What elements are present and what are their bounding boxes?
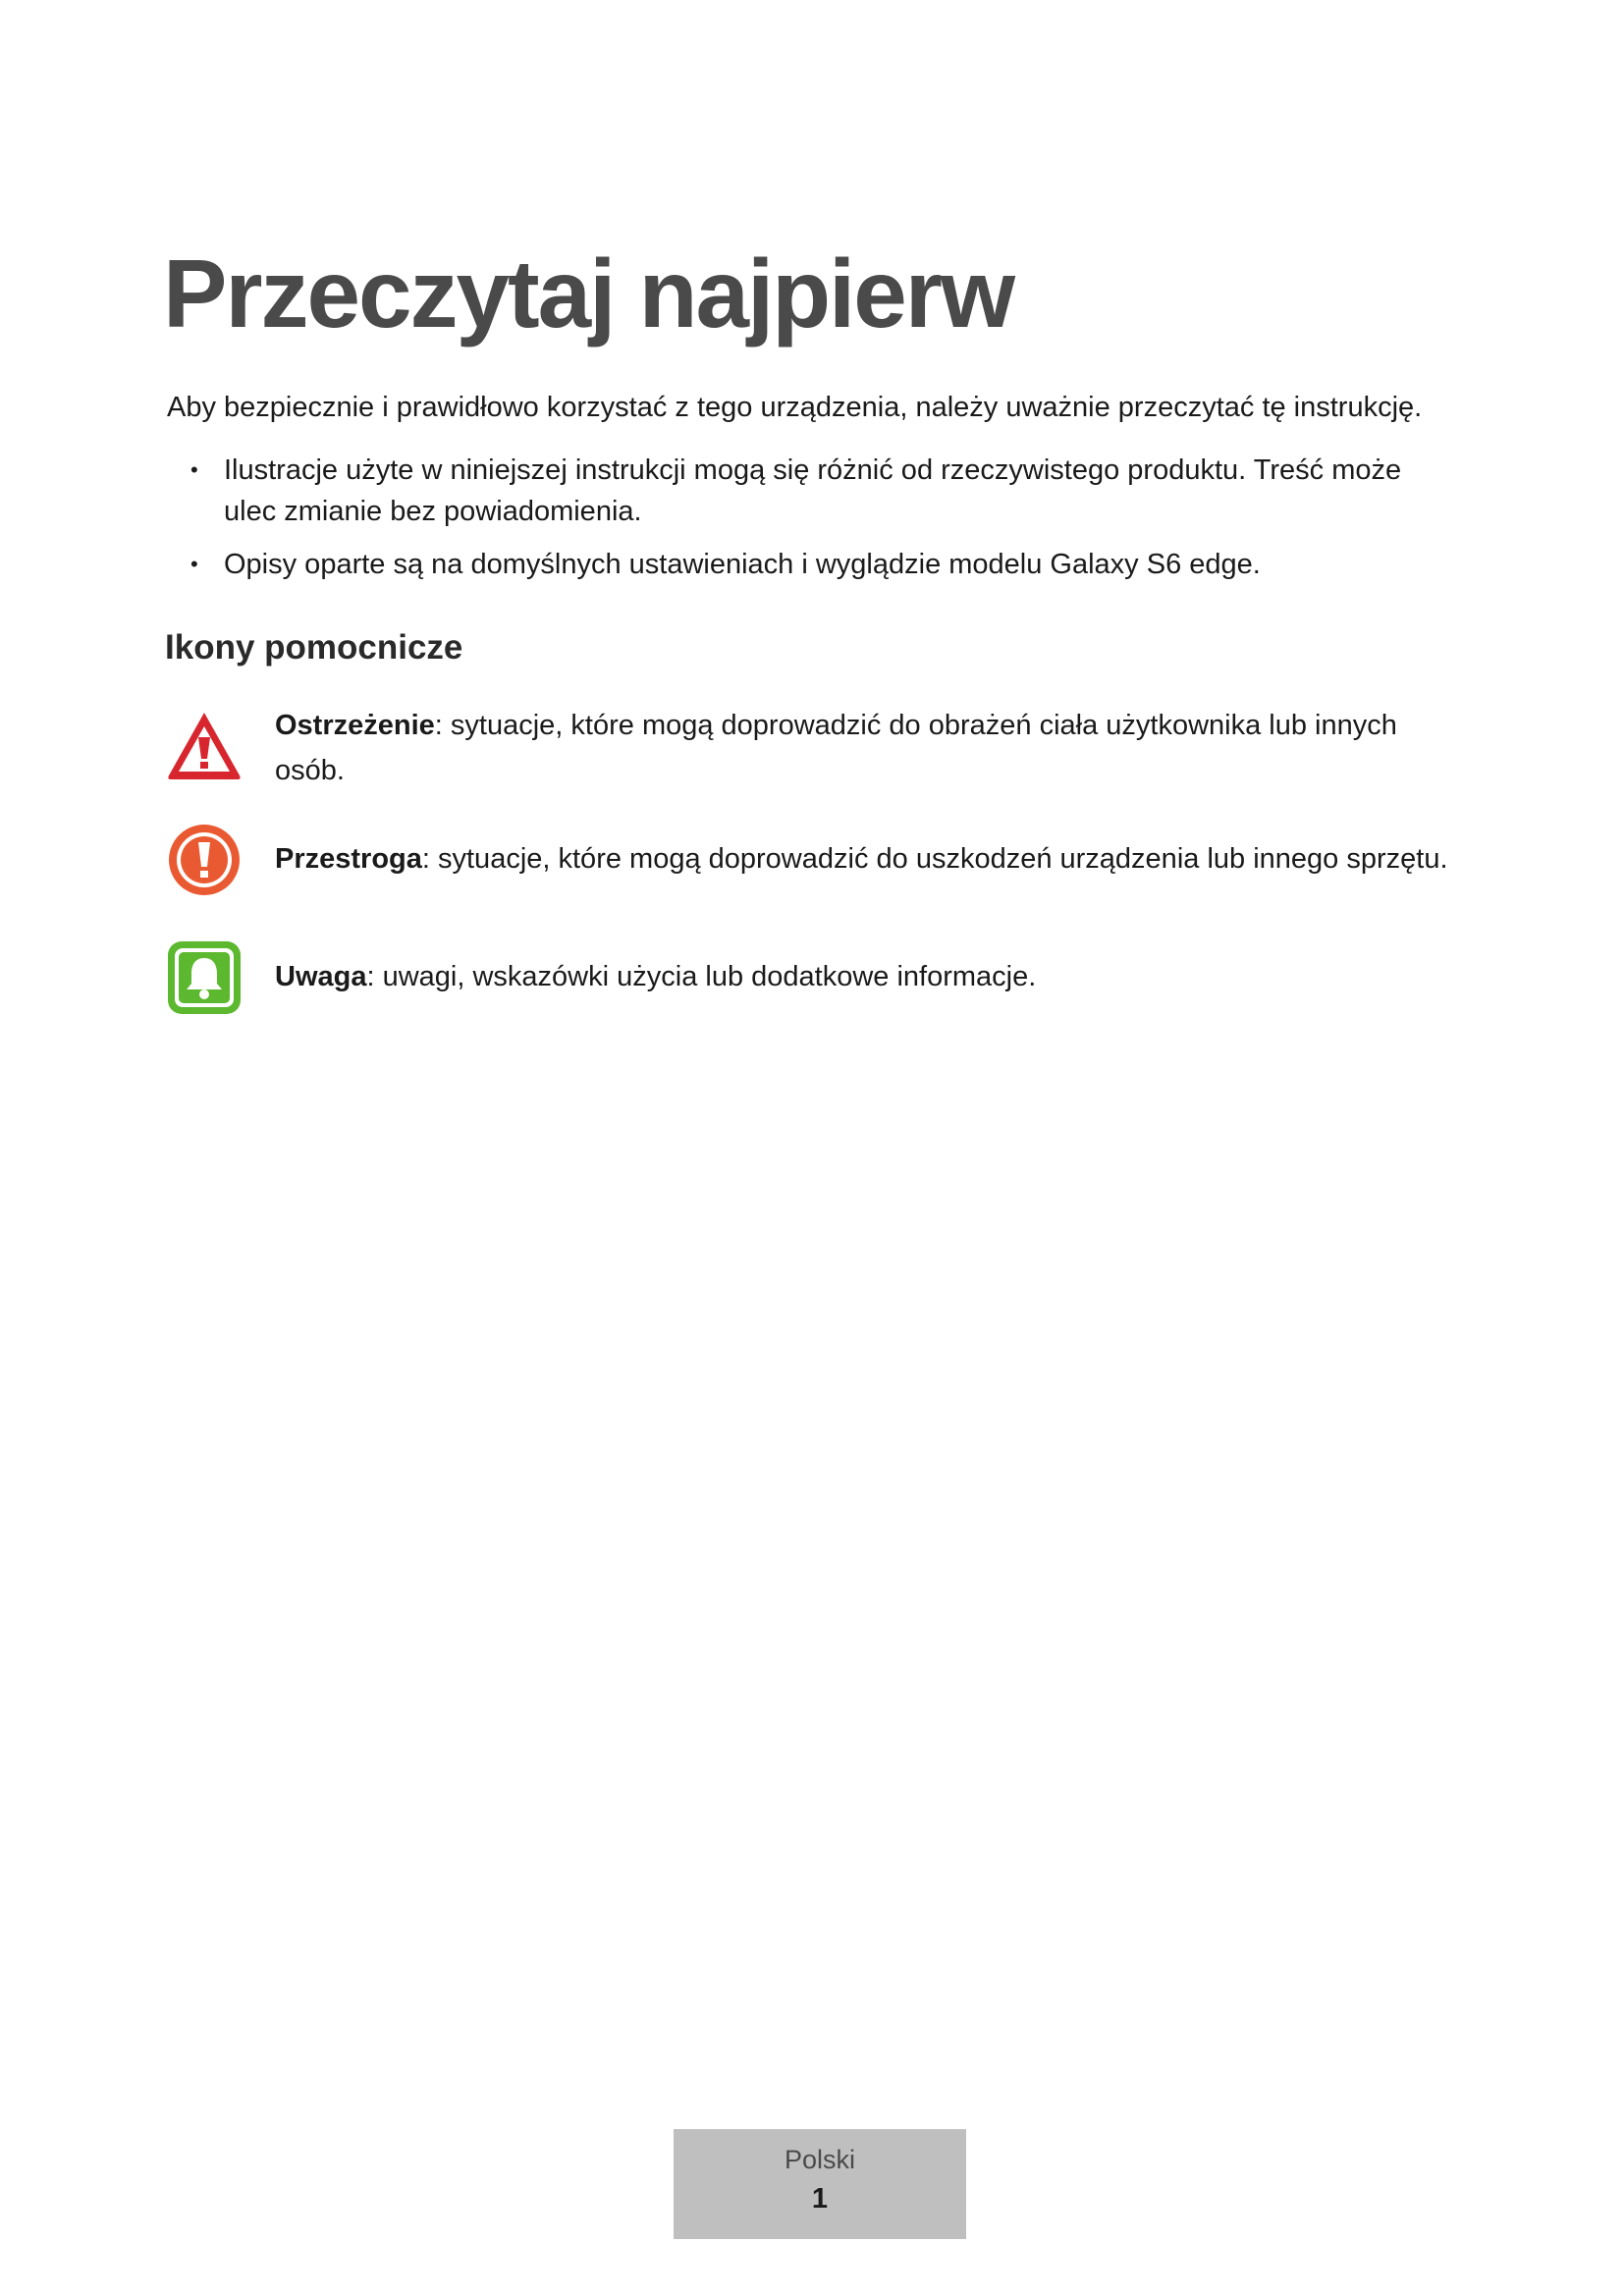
caution-text: : sytuacje, które mogą doprowadzić do uszkodzeń urządzenia lub innego sprzętu. xyxy=(421,843,1448,875)
list-item-text: Ilustracje użyte w niniejszej instrukcji mogą się różnić od rzeczywistego produktu. Treść może ulec zmianie bez powiadomienia. xyxy=(224,454,1402,527)
footer-language: Polski xyxy=(784,2145,856,2174)
list-item xyxy=(167,544,1432,585)
bullet-dot: • xyxy=(190,552,198,576)
intro-paragraph: Aby bezpiecznie i prawidłowo korzystać z tego urządzenia, należy uważnie przeczytać tę instrukcję. xyxy=(167,392,1423,423)
note-term: Uwaga xyxy=(275,961,367,992)
warning-description xyxy=(275,703,1473,793)
list-item xyxy=(167,450,1432,532)
note-description xyxy=(275,954,1473,999)
list-item-text: Opisy oparte są na domyślnych ustawieniach i wyglądzie modelu Galaxy S6 edge. xyxy=(224,549,1261,580)
page-footer xyxy=(674,2129,966,2239)
page-title: Przeczytaj najpierw xyxy=(163,240,1014,347)
warning-term: Ostrzeżenie xyxy=(275,710,435,741)
caution-term: Przestroga xyxy=(275,843,422,875)
bullet-dot: • xyxy=(190,457,198,482)
page-number: 1 xyxy=(811,2183,829,2215)
caution-circle-icon xyxy=(165,821,244,899)
bullet-list xyxy=(167,450,1473,597)
warning-triangle-icon xyxy=(165,707,244,785)
section-heading: Ikony pomocnicze xyxy=(165,628,463,667)
caution-description xyxy=(275,836,1473,881)
note-text: : uwagi, wskazówki użycia lub dodatkowe informacje. xyxy=(366,961,1037,992)
warning-text: : sytuacje, które mogą doprowadzić do obrażeń ciała użytkownika lub innych osób. xyxy=(275,710,1397,786)
note-bell-icon xyxy=(165,938,244,1017)
